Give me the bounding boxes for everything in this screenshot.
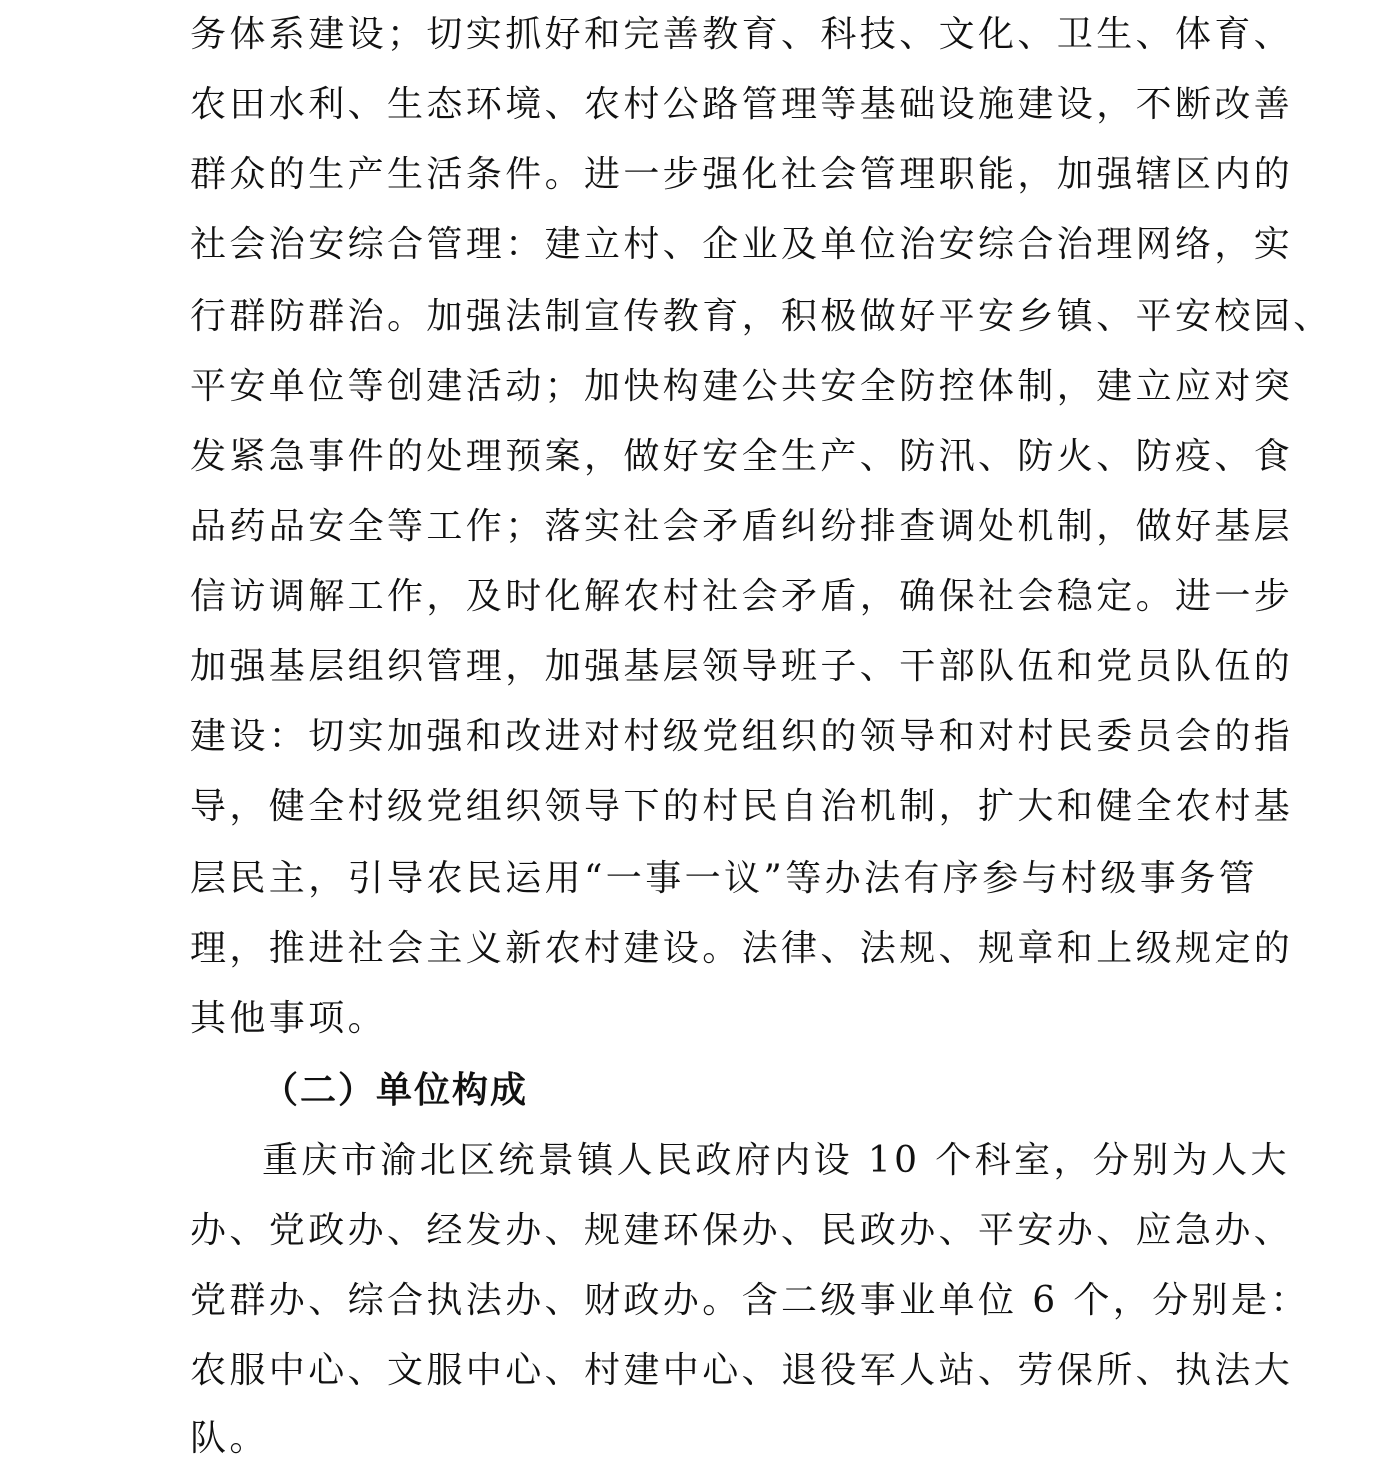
paragraph-1-line-13: 层民主，引导农民运用“一事一议”等办法有序参与村级事务管 [190,858,1259,899]
paragraph-1-line-9: 信访调解工作，及时化解农村社会矛盾，确保社会稳定。进一步 [190,576,1294,617]
paragraph-1-line-11: 建设：切实加强和改进对村级党组织的领导和对村民委员会的指 [190,716,1294,757]
paragraph-1-line-8: 品药品安全等工作；落实社会矛盾纠纷排查调处机制，做好基层 [190,506,1294,547]
paragraph-2-line-1: 重庆市渝北区统景镇人民政府内设 10 个科室，分别为人大 [262,1140,1290,1181]
section-heading: （二）单位构成 [262,1069,529,1111]
paragraph-2-line-4: 农服中心、文服中心、村建中心、退役军人站、劳保所、执法大 [190,1350,1294,1391]
paragraph-2-line-2: 办、党政办、经发办、规建环保办、民政办、平安办、应急办、 [190,1210,1294,1251]
paragraph-1-line-5: 行群防群治。加强法制宣传教育，积极做好平安乡镇、平安校园、 [190,296,1333,337]
paragraph-1-line-14: 理，推进社会主义新农村建设。法律、法规、规章和上级规定的 [190,928,1294,969]
paragraph-1-line-1: 务体系建设；切实抓好和完善教育、科技、文化、卫生、体育、 [190,14,1294,55]
paragraph-1-line-4: 社会治安综合管理：建立村、企业及单位治安综合治理网络，实 [190,224,1294,265]
paragraph-1-line-10: 加强基层组织管理，加强基层领导班子、干部队伍和党员队伍的 [190,646,1294,687]
paragraph-1-line-7: 发紧急事件的处理预案，做好安全生产、防汛、防火、防疫、食 [190,436,1294,477]
paragraph-1-line-12: 导，健全村级党组织领导下的村民自治机制，扩大和健全农村基 [190,786,1294,827]
paragraph-1-line-2: 农田水利、生态环境、农村公路管理等基础设施建设，不断改善 [190,84,1294,125]
paragraph-1-line-3: 群众的生产生活条件。进一步强化社会管理职能，加强辖区内的 [190,154,1294,195]
paragraph-1-line-6: 平安单位等创建活动；加快构建公共安全防控体制，建立应对突 [190,366,1294,407]
paragraph-1-line-15: 其他事项。 [190,998,388,1039]
paragraph-2-line-5: 队。 [190,1418,269,1459]
paragraph-2-line-3: 党群办、综合执法办、财政办。含二级事业单位 6 个，分别是： [190,1280,1310,1321]
